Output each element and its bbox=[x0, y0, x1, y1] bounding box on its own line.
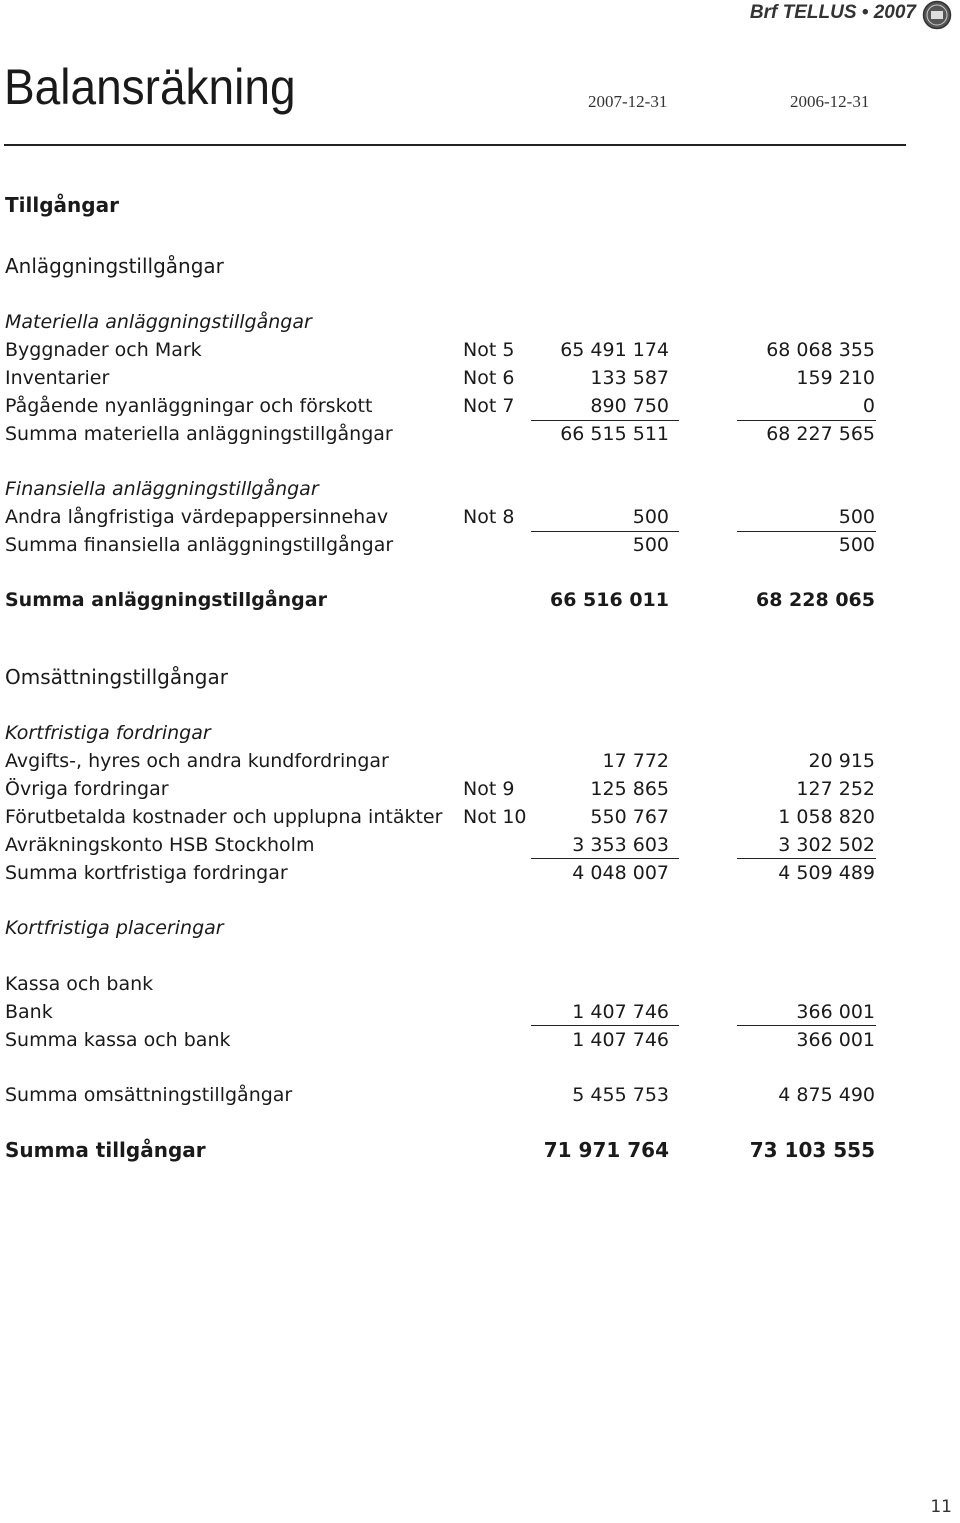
row-value-2006: 68 227 565 bbox=[766, 423, 875, 445]
row-value-2007: 71 971 764 bbox=[543, 1138, 669, 1162]
row-value-2007: 550 767 bbox=[590, 806, 669, 828]
table-row bbox=[0, 392, 960, 420]
table-row bbox=[0, 747, 960, 775]
seal-icon bbox=[922, 0, 952, 30]
page-title: Balansräkning bbox=[4, 59, 296, 115]
section-heading bbox=[0, 252, 960, 280]
row-value-2007: 66 515 511 bbox=[560, 423, 669, 445]
row-label: Inventarier bbox=[5, 367, 110, 389]
table-row bbox=[0, 531, 960, 559]
row-value-2007: 1 407 746 bbox=[572, 1001, 669, 1023]
row-value-2006: 68 228 065 bbox=[756, 589, 875, 611]
row-label: Byggnader och Mark bbox=[5, 339, 202, 361]
row-label: Summa tillgångar bbox=[5, 1138, 206, 1162]
section-heading bbox=[0, 663, 960, 691]
table-row-total bbox=[0, 586, 960, 614]
row-value-2006: 1 058 820 bbox=[778, 806, 875, 828]
section-title: Omsättningstillgångar bbox=[5, 665, 228, 689]
table-row bbox=[0, 803, 960, 831]
subsection-heading bbox=[0, 719, 960, 747]
row-value-2007: 66 516 011 bbox=[550, 589, 669, 611]
row-value-2006: 159 210 bbox=[796, 367, 875, 389]
row-label: Andra långfristiga värdepappersinnehav bbox=[5, 506, 389, 528]
row-label: Summa anläggningstillgångar bbox=[5, 589, 327, 611]
table-row bbox=[0, 775, 960, 803]
table-row bbox=[0, 364, 960, 392]
subsection-heading bbox=[0, 970, 960, 998]
table-row bbox=[0, 998, 960, 1026]
page-number: 11 bbox=[930, 1497, 952, 1517]
subsection-title: Kortfristiga fordringar bbox=[5, 722, 211, 744]
row-label: Avräkningskonto HSB Stockholm bbox=[5, 834, 315, 856]
table-row bbox=[0, 1081, 960, 1109]
row-note: Not 8 bbox=[463, 506, 515, 528]
table-row bbox=[0, 859, 960, 887]
row-value-2007: 1 407 746 bbox=[572, 1029, 669, 1051]
brand-header: Brf TELLUS • 2007 bbox=[749, 2, 916, 23]
row-value-2007: 500 bbox=[632, 534, 669, 556]
row-label: Summa materiella anläggningstillgångar bbox=[5, 423, 393, 445]
row-value-2006: 500 bbox=[838, 506, 875, 528]
subsection-title: Finansiella anläggningstillgångar bbox=[5, 478, 319, 500]
row-value-2006: 4 509 489 bbox=[778, 862, 875, 884]
row-label: Summa finansiella anläggningstillgångar bbox=[5, 534, 394, 556]
subsection-heading bbox=[0, 475, 960, 503]
subsection-title: Kortfristiga placeringar bbox=[5, 917, 224, 939]
row-value-2007: 890 750 bbox=[590, 395, 669, 417]
row-value-2006: 500 bbox=[838, 534, 875, 556]
row-value-2007: 125 865 bbox=[590, 778, 669, 800]
row-value-2006: 68 068 355 bbox=[766, 339, 875, 361]
table-row bbox=[0, 503, 960, 531]
table-row bbox=[0, 336, 960, 364]
row-value-2007: 133 587 bbox=[590, 367, 669, 389]
row-note: Not 5 bbox=[463, 339, 515, 361]
row-label: Förutbetalda kostnader och upplupna intäkter bbox=[5, 806, 443, 828]
row-value-2006: 4 875 490 bbox=[778, 1084, 875, 1106]
row-label: Avgifts-, hyres och andra kundfordringar bbox=[5, 750, 389, 772]
row-value-2007: 17 772 bbox=[602, 750, 669, 772]
row-value-2006: 3 302 502 bbox=[778, 834, 875, 856]
date-column-2: 2006-12-31 bbox=[790, 92, 870, 111]
row-value-2007: 3 353 603 bbox=[572, 834, 669, 856]
row-value-2006: 366 001 bbox=[796, 1001, 875, 1023]
row-label: Pågående nyanläggningar och förskott bbox=[5, 395, 373, 417]
row-value-2007: 4 048 007 bbox=[572, 862, 669, 884]
subsection-heading bbox=[0, 914, 960, 942]
table-row bbox=[0, 420, 960, 448]
row-value-2006: 20 915 bbox=[808, 750, 875, 772]
row-note: Not 9 bbox=[463, 778, 515, 800]
row-value-2006: 73 103 555 bbox=[749, 1138, 875, 1162]
row-value-2006: 366 001 bbox=[796, 1029, 875, 1051]
row-label: Bank bbox=[5, 1001, 53, 1023]
table-row bbox=[0, 831, 960, 859]
row-label: Summa omsättningstillgångar bbox=[5, 1084, 293, 1106]
header-rule bbox=[4, 144, 906, 146]
table-row-grand-total bbox=[0, 1136, 960, 1164]
row-label: Summa kortfristiga fordringar bbox=[5, 862, 288, 884]
row-value-2007: 500 bbox=[632, 506, 669, 528]
table-row bbox=[0, 1026, 960, 1054]
row-value-2006: 127 252 bbox=[796, 778, 875, 800]
row-note: Not 6 bbox=[463, 367, 515, 389]
date-column-1: 2007-12-31 bbox=[588, 92, 668, 111]
subsection-heading bbox=[0, 308, 960, 336]
section-title: Anläggningstillgångar bbox=[5, 254, 224, 278]
row-value-2007: 65 491 174 bbox=[560, 339, 669, 361]
row-note: Not 10 bbox=[463, 806, 527, 828]
row-label: Summa kassa och bank bbox=[5, 1029, 231, 1051]
row-note: Not 7 bbox=[463, 395, 515, 417]
subsection-title: Kassa och bank bbox=[5, 973, 154, 995]
row-value-2006: 0 bbox=[862, 395, 875, 417]
section-title: Tillgångar bbox=[5, 193, 119, 217]
row-value-2007: 5 455 753 bbox=[572, 1084, 669, 1106]
row-label: Övriga fordringar bbox=[5, 778, 169, 800]
section-heading bbox=[0, 191, 960, 219]
subsection-title: Materiella anläggningstillgångar bbox=[5, 311, 312, 333]
